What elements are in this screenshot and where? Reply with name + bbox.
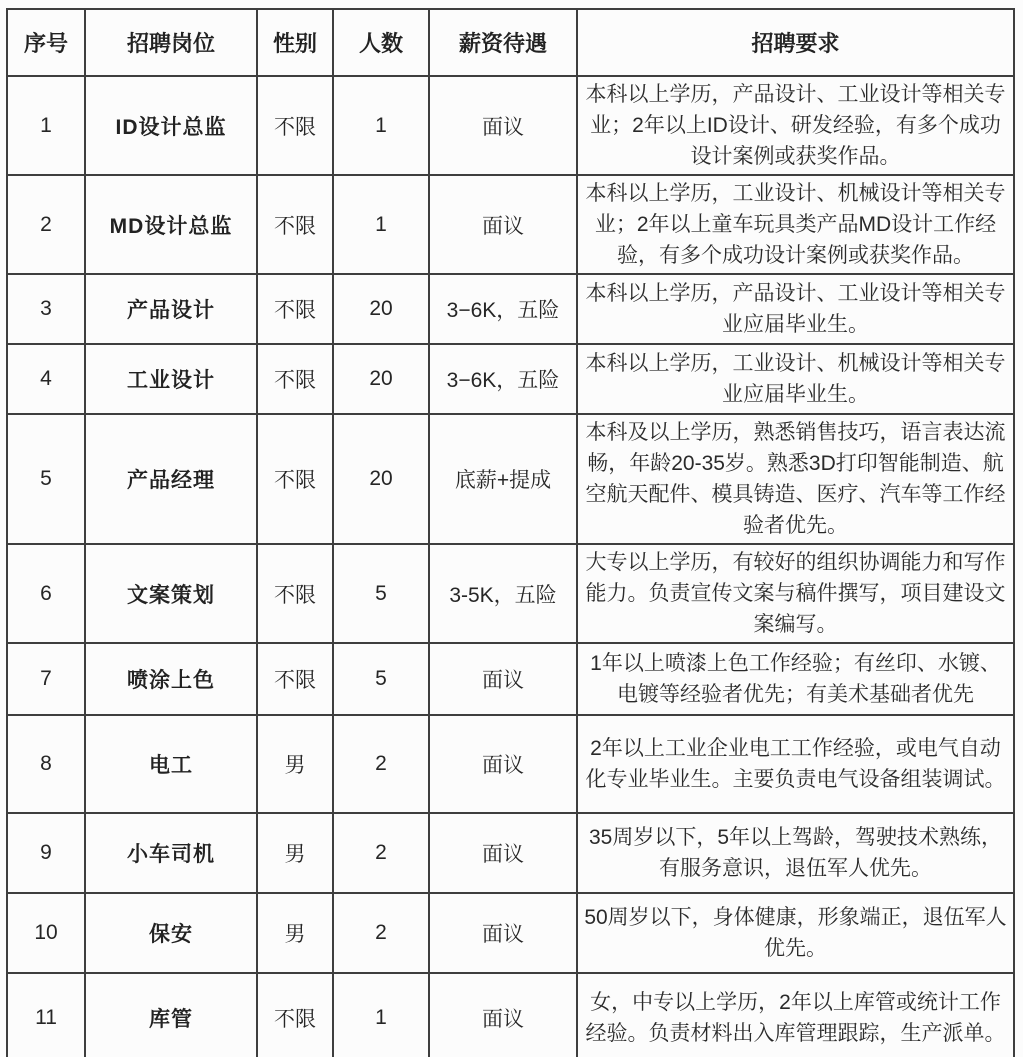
cell-count: 2: [333, 893, 429, 973]
cell-gender: 不限: [257, 76, 333, 175]
cell-count: 5: [333, 544, 429, 643]
cell-position: MD设计总监: [85, 175, 257, 274]
cell-gender: 不限: [257, 643, 333, 715]
cell-gender: 不限: [257, 973, 333, 1057]
cell-salary: 底薪+提成: [429, 414, 577, 544]
cell-gender: 男: [257, 893, 333, 973]
cell-position: 库管: [85, 973, 257, 1057]
cell-requirement: 1年以上喷漆上色工作经验；有丝印、水镀、电镀等经验者优先；有美术基础者优先: [577, 643, 1014, 715]
cell-position: 工业设计: [85, 344, 257, 414]
table-row: [7, 544, 1014, 643]
column-header-gender: 性别: [257, 9, 333, 76]
cell-count: 20: [333, 274, 429, 344]
cell-requirement: 本科以上学历，产品设计、工业设计等相关专业；2年以上ID设计、研发经验，有多个成功设计案例或获奖作品。: [577, 76, 1014, 175]
column-header-salary: 薪资待遇: [429, 9, 577, 76]
cell-position: 保安: [85, 893, 257, 973]
cell-gender: 不限: [257, 274, 333, 344]
cell-requirement: 50周岁以下，身体健康，形象端正，退伍军人优先。: [577, 893, 1014, 973]
column-header-count: 人数: [333, 9, 429, 76]
cell-no: 7: [7, 643, 85, 715]
recruitment-table: [6, 8, 1015, 1057]
table-body: [7, 76, 1014, 1057]
cell-gender: 不限: [257, 175, 333, 274]
cell-gender: 男: [257, 715, 333, 813]
table-row: [7, 715, 1014, 813]
cell-no: 11: [7, 973, 85, 1057]
cell-no: 2: [7, 175, 85, 274]
table-row: [7, 973, 1014, 1057]
cell-gender: 不限: [257, 414, 333, 544]
column-header-position: 招聘岗位: [85, 9, 257, 76]
cell-position: 电工: [85, 715, 257, 813]
table-row: [7, 76, 1014, 175]
column-header-requirement: 招聘要求: [577, 9, 1014, 76]
cell-gender: 不限: [257, 344, 333, 414]
cell-position: 喷涂上色: [85, 643, 257, 715]
cell-no: 9: [7, 813, 85, 893]
cell-count: 1: [333, 973, 429, 1057]
cell-position: ID设计总监: [85, 76, 257, 175]
cell-count: 2: [333, 715, 429, 813]
cell-count: 1: [333, 175, 429, 274]
cell-salary: 面议: [429, 76, 577, 175]
cell-position: 产品设计: [85, 274, 257, 344]
table-row: [7, 893, 1014, 973]
cell-no: 10: [7, 893, 85, 973]
cell-requirement: 本科及以上学历，熟悉销售技巧，语言表达流畅，年龄20-35岁。熟悉3D打印智能制造、航空航天配件、模具铸造、医疗、汽车等工作经验者优先。: [577, 414, 1014, 544]
cell-salary: 面议: [429, 175, 577, 274]
cell-salary: 面议: [429, 973, 577, 1057]
cell-no: 1: [7, 76, 85, 175]
cell-requirement: 大专以上学历，有较好的组织协调能力和写作能力。负责宣传文案与稿件撰写，项目建设文案编写。: [577, 544, 1014, 643]
table-row: [7, 813, 1014, 893]
table-row: [7, 414, 1014, 544]
table-row: [7, 274, 1014, 344]
cell-gender: 不限: [257, 544, 333, 643]
cell-no: 4: [7, 344, 85, 414]
table-row: [7, 175, 1014, 274]
cell-no: 3: [7, 274, 85, 344]
table-header: [7, 9, 1014, 76]
cell-salary: 面议: [429, 643, 577, 715]
table-row: [7, 643, 1014, 715]
cell-salary: 3−6K，五险: [429, 274, 577, 344]
cell-count: 20: [333, 414, 429, 544]
cell-position: 文案策划: [85, 544, 257, 643]
cell-requirement: 本科以上学历，工业设计、机械设计等相关专业应届毕业生。: [577, 344, 1014, 414]
cell-salary: 面议: [429, 813, 577, 893]
cell-position: 小车司机: [85, 813, 257, 893]
cell-count: 2: [333, 813, 429, 893]
cell-count: 20: [333, 344, 429, 414]
cell-count: 1: [333, 76, 429, 175]
column-header-no: 序号: [7, 9, 85, 76]
cell-no: 8: [7, 715, 85, 813]
cell-count: 5: [333, 643, 429, 715]
cell-requirement: 35周岁以下，5年以上驾龄，驾驶技术熟练，有服务意识，退伍军人优先。: [577, 813, 1014, 893]
cell-position: 产品经理: [85, 414, 257, 544]
table-row: [7, 344, 1014, 414]
cell-gender: 男: [257, 813, 333, 893]
header-row: [7, 9, 1014, 76]
cell-requirement: 本科以上学历，工业设计、机械设计等相关专业；2年以上童车玩具类产品MD设计工作经验，有多个成功设计案例或获奖作品。: [577, 175, 1014, 274]
cell-no: 6: [7, 544, 85, 643]
cell-salary: 3−6K，五险: [429, 344, 577, 414]
cell-salary: 面议: [429, 893, 577, 973]
cell-no: 5: [7, 414, 85, 544]
cell-salary: 面议: [429, 715, 577, 813]
cell-requirement: 本科以上学历，产品设计、工业设计等相关专业应届毕业生。: [577, 274, 1014, 344]
cell-requirement: 2年以上工业企业电工工作经验，或电气自动化专业毕业生。主要负责电气设备组装调试。: [577, 715, 1014, 813]
cell-salary: 3-5K，五险: [429, 544, 577, 643]
cell-requirement: 女，中专以上学历，2年以上库管或统计工作经验。负责材料出入库管理跟踪，生产派单。: [577, 973, 1014, 1057]
